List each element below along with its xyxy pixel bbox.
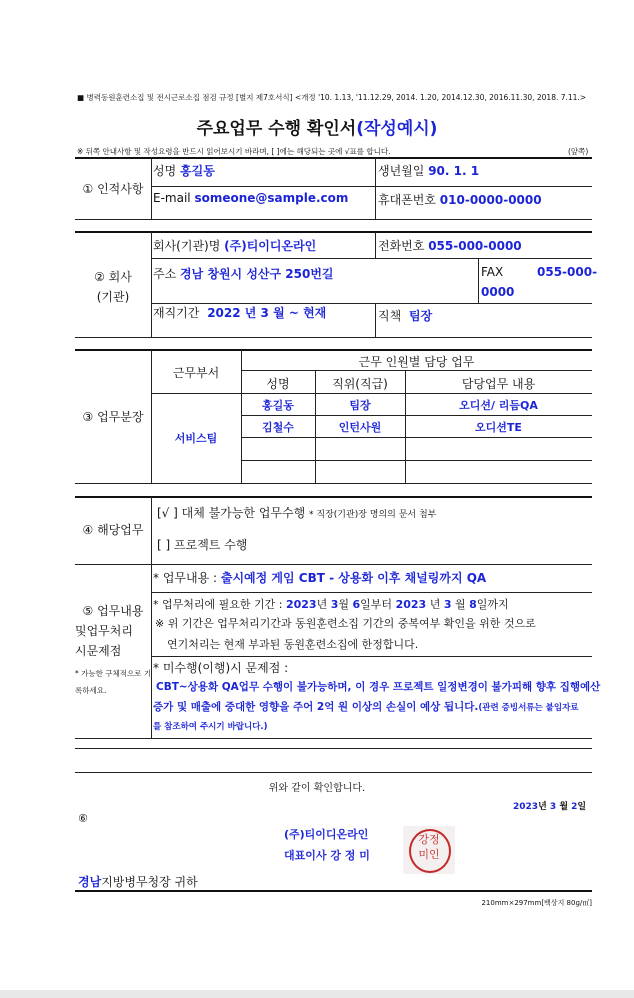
col-rank: 직위(직급): [332, 377, 388, 391]
section5-label-1: ⑤ 업무내용: [82, 604, 144, 618]
company-seal: [403, 826, 455, 874]
period-label: 재직기간: [153, 306, 200, 320]
section5-note-2: 록하세요.: [75, 686, 107, 695]
birth-field: [378, 162, 479, 179]
name-field: [153, 162, 215, 179]
table-row-2-name: 김철수: [262, 421, 294, 434]
period-value: 2022 년 3 월 ~ 현재: [207, 306, 327, 320]
issue-line-2b: (관련 증빙서류는 붙임자료: [478, 703, 579, 713]
check1-note: * 직장(기관)장 명의의 문서 첨부: [309, 510, 437, 520]
page-side-label: (앞쪽): [568, 147, 589, 156]
issue-line-2a: 증가 및 매출에 중대한 영향을 주어 2억 원 이상의 손실이 예상 됩니다.: [153, 701, 479, 713]
work-content: [153, 569, 486, 586]
section4-label: ④ 해당업무: [82, 523, 144, 537]
fax-label: FAX: [481, 265, 504, 279]
section3-label: ③ 업무분장: [82, 410, 144, 424]
table-row-1-name: 홍길동: [262, 399, 294, 412]
check-irreplaceable[interactable]: [157, 504, 436, 521]
confirm-date: 2023년 3 월 2일: [513, 802, 587, 812]
recipient-rest: 지방병무청장 귀하: [101, 875, 198, 889]
check2-text: 프로젝트 수행: [174, 538, 248, 552]
page-title: [0, 114, 634, 139]
seal-text: 강정 미인: [418, 833, 440, 861]
bottom-scroll-strip: [0, 990, 634, 998]
title-example: (작성예시): [356, 119, 438, 139]
paper-size: 210mm×297mm[백상지 80g/㎡]: [481, 899, 592, 907]
phone-value: 010-0000-0000: [439, 193, 542, 207]
col-name: 성명: [266, 377, 290, 391]
table-row-2-task: 오디션TE: [475, 421, 522, 434]
title-main: 주요업무 수행 확인서: [196, 119, 357, 139]
section6-label: ⑥: [78, 812, 88, 825]
position-value: 팀장: [409, 309, 433, 323]
section2-label-2: (기관): [96, 290, 130, 304]
fax-value-2: 0000: [481, 285, 515, 299]
birth-value: 90. 1. 1: [428, 164, 480, 178]
dept-value: 서비스팀: [174, 432, 218, 445]
table-row-1-rank: 팀장: [349, 399, 371, 412]
company-label: 회사(기관)명: [153, 239, 221, 253]
phone-label: 휴대폰번호: [378, 193, 436, 207]
tel-value: 055-000-0000: [428, 239, 522, 253]
issue-line-1: CBT~상용화 QA업무 수행이 불가능하며, 이 경우 프로젝트 일정변경이 불가피해 향후 집행예산: [156, 681, 601, 693]
tel-label: 전화번호: [378, 239, 425, 253]
duty-header: 근무 인원별 담당 업무: [358, 355, 475, 369]
table-row-2-rank: 인턴사원: [338, 421, 382, 434]
signer-company: (주)티이디온라인: [284, 828, 369, 841]
issue-label: * 미수행(이행)시 문제점 :: [153, 661, 289, 675]
email-value: someone@sample.com: [194, 191, 349, 205]
section2-label-1: ② 회사: [94, 270, 132, 284]
position-label: 직책: [378, 309, 402, 323]
email-label: E-mail: [153, 191, 191, 205]
confirm-text: 위와 같이 확인합니다.: [268, 783, 366, 794]
birth-label: 생년월일: [378, 164, 425, 178]
name-label: 성명: [153, 164, 177, 178]
name-value: 홍길동: [180, 164, 215, 178]
email-field: [153, 191, 348, 205]
section1-label: ① 인적사항: [82, 182, 144, 196]
dept-header: 근무부서: [172, 366, 220, 380]
section5-label-2: 및업무처리: [75, 624, 133, 638]
addr-field: [153, 265, 334, 282]
company-field: [153, 237, 316, 254]
check-project[interactable]: [157, 536, 247, 553]
work-period: * 업무처리에 필요한 기간 : 2023년 3월 6일부터 2023 년 3 월 8일까지: [153, 598, 509, 611]
check1-text: 대체 불가능한 업무수행: [181, 506, 306, 520]
company-value: (주)티이디온라인: [224, 239, 317, 253]
recipient-region: 경남: [78, 875, 102, 889]
col-task: 담당업무 내용: [461, 377, 536, 391]
fax-value-1: 055-000-: [537, 265, 598, 279]
table-row-1-task: 오디션/ 리듬QA: [459, 399, 538, 412]
addr-label: 주소: [153, 267, 177, 281]
addr-value: 경남 창원시 성산구 250번길: [180, 267, 334, 281]
work-content-label: * 업무내용 :: [153, 571, 218, 585]
section5-label-3: 시문제점: [75, 644, 122, 658]
checkbox-checked[interactable]: [√ ]: [157, 506, 178, 520]
position-field: [378, 307, 432, 324]
period-note-2: 연기처리는 현재 부과된 동원훈련소집에 한정합니다.: [167, 638, 419, 651]
work-period-label: * 업무처리에 필요한 기간 :: [153, 598, 283, 611]
recipient: [78, 873, 198, 890]
signer-ceo: 대표이사 강 정 미: [284, 849, 370, 862]
work-content-value: 출시예정 게임 CBT - 상용화 이후 채널링까지 QA: [220, 571, 487, 585]
form-regulation-note: ■ 병력동원훈련소집 및 전시근로소집 점검 규정 [별지 제7호서식] <개정 '10. 1.13, '11.12.29, 2014. 1.20, 2014.12.30, 2016.11.30, 2018. 7.11.>: [77, 93, 587, 102]
issue-line-2: [153, 699, 579, 714]
phone-field: [378, 191, 542, 208]
section5-note-1: * 가능한 구체적으로 기: [75, 669, 152, 678]
checkbox-unchecked[interactable]: [ ]: [157, 538, 171, 552]
tel-field: [378, 237, 522, 254]
period-note-1: ※ 위 기간은 업무처리기간과 동원훈련소집 기간의 중복여부 확인을 위한 것으로: [155, 617, 536, 630]
instruction-note: ※ 뒤쪽 안내사항 및 작성요령을 반드시 읽어보시기 바라며, [ ]에는 해당되는 곳에 √표를 합니다.: [77, 147, 391, 156]
issue-line-3: 를 참조하여 주시기 바랍니다.): [153, 722, 268, 732]
period-field: [153, 304, 326, 321]
